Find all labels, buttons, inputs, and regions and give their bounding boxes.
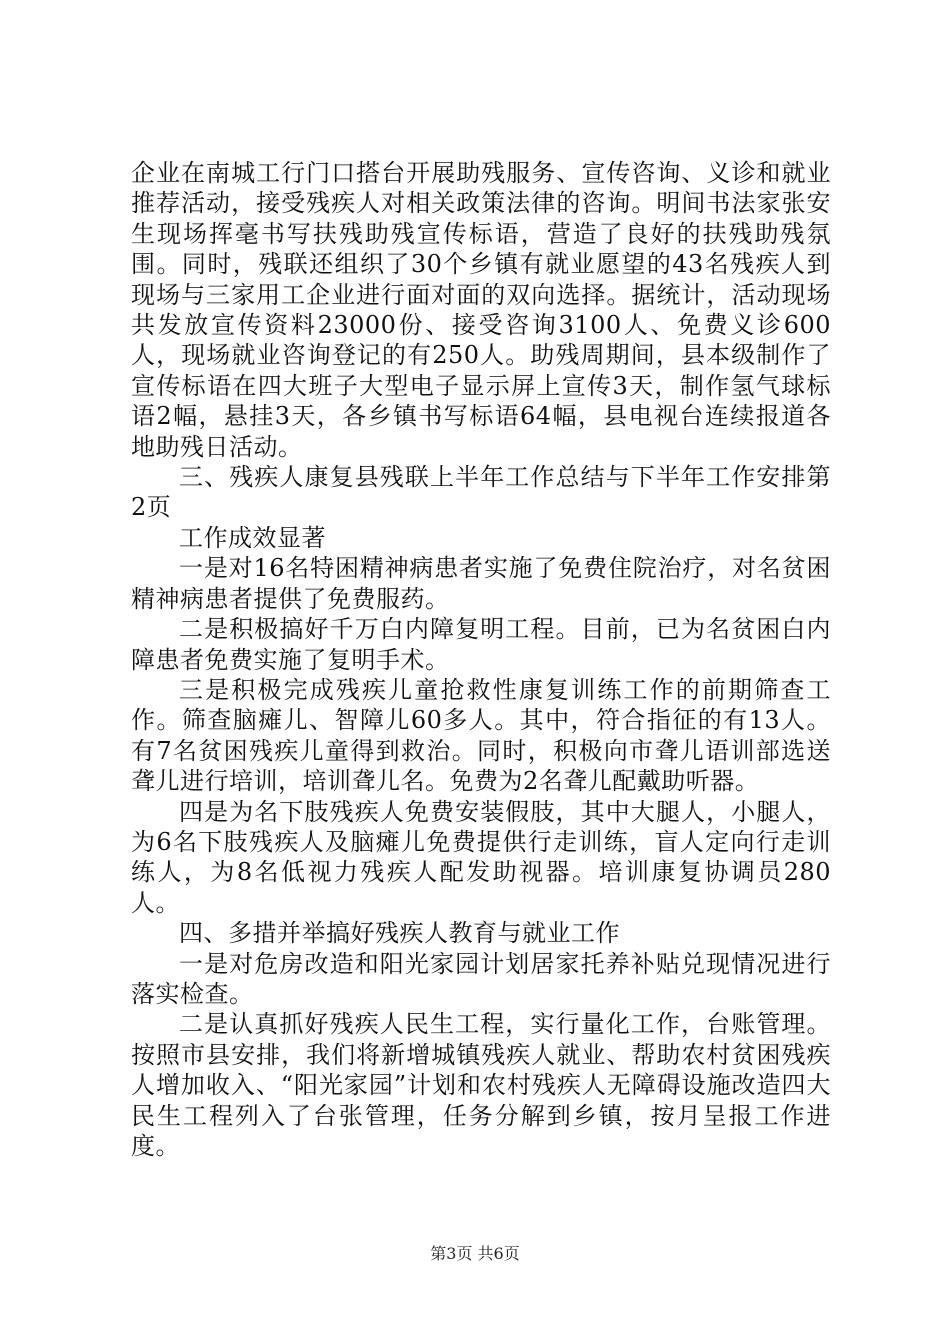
document-body xyxy=(131,158,831,1161)
paragraph-results-heading: 工作成效显著 xyxy=(179,523,326,552)
section-heading-education: 四、多措并举搞好残疾人教育与就业工作 xyxy=(179,919,620,948)
paragraph-item-4: 四是为名下肢残疾人免费安装假肢，其中大腿人，小腿人，为6名下肢残疾人及脑瘫儿免费提供行走训练，盲人定向行走训练人，为8名低视力残疾人配发助视器。培训康复协调员280人。 xyxy=(131,797,831,917)
section-heading-rehabilitation: 三、残疾人康复县残联上半年工作总结与下半年工作安排第2页 xyxy=(131,463,831,522)
paragraph-item-3: 三是积极完成残疾儿童抢救性康复训练工作的前期筛查工作。筛查脑瘫儿、智障儿60多人。其中，符合指征的有13人。有7名贫困残疾儿童得到救治。同时，积极向市聋儿语训部选送聋儿进行培训，培训聋儿名。免费为2名聋儿配戴助听器。 xyxy=(131,675,831,796)
page-footer: 第3页 共6页 xyxy=(430,1244,520,1263)
paragraph-edu-1: 一是对危房改造和阳光家园计划居家托养补贴兑现情况进行落实检查。 xyxy=(131,949,831,1008)
paragraph-edu-2: 二是认真抓好残疾人民生工程，实行量化工作，台账管理。按照市县安排，我们将新增城镇残疾人就业、帮助农村贫困残疾人增加收入、“阳光家园”计划和农村残疾人无障碍设施改造四大民生工程列入了台张管理，任务分解到乡镇，按月呈报工作进度。 xyxy=(131,1010,831,1160)
paragraph-1: 企业在南城工行门口搭台开展助残服务、宣传咨询、义诊和就业推荐活动，接受残疾人对相关政策法律的咨询。明间书法家张安生现场挥毫书写扶残助残宣传标语，营造了良好的扶残助残氛围。同时，残联还组织了30个乡镇有就业愿望的43名残疾人到现场与三家用工企业进行面对面的双向选择。据统计，活动现场共发放宣传资料23000份、接受咨询3100人、免费义诊600人，现场就业咨询登记的有250人。助残周期间，县本级制作了宣传标语在四大班子大型电子显示屏上宣传3天，制作氢气球标语2幅，悬挂3天，各乡镇书写标语64幅，县电视台连续报道各地助残日活动。 xyxy=(131,159,831,461)
paragraph-item-1: 一是对16名特困精神病患者实施了免费住院治疗，对名贫困精神病患者提供了免费服药。 xyxy=(131,554,831,613)
paragraph-item-2: 二是积极搞好千万白内障复明工程。目前，已为名贫困白内障患者免费实施了复明手术。 xyxy=(131,615,831,674)
